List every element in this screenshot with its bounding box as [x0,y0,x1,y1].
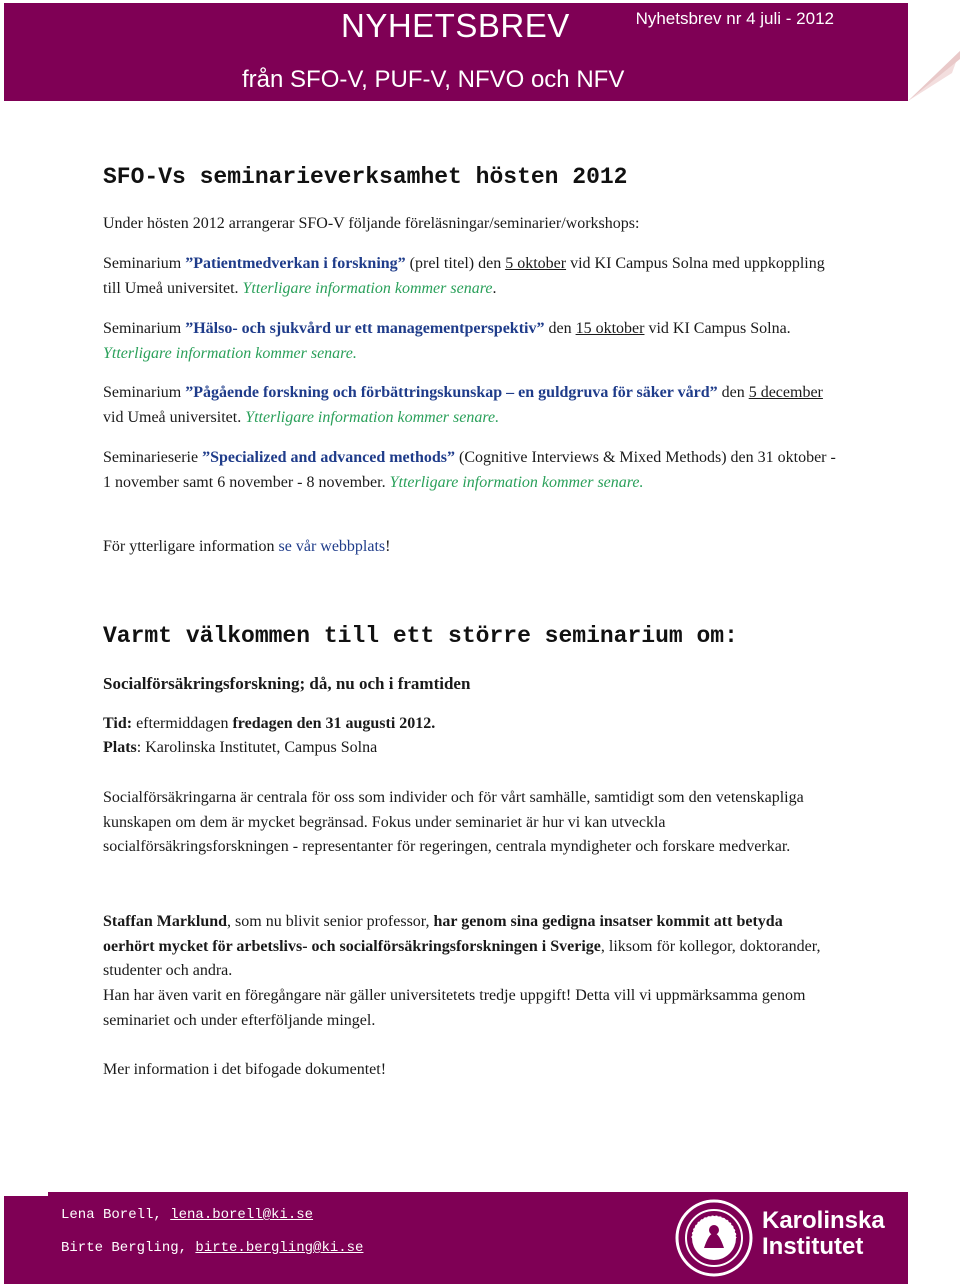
seminar-item-2 [103,317,838,366]
seminar-date: 15 oktober [575,320,645,337]
item-prefix: Seminarium [103,255,186,272]
issue-label: Nyhetsbrev nr 4 juli - 2012 [635,9,834,28]
seminar-item-3 [103,381,838,430]
logo-line-1: Karolinska [762,1207,885,1234]
contact-line-2 [61,1240,363,1256]
newsletter-title: NYHETSBREV [341,7,570,44]
seminar-item-1 [103,252,838,301]
contact-name: Birte Bergling, [61,1240,196,1256]
newsletter-subtitle: från SFO-V, PUF-V, NFVO och NFV [242,66,625,93]
seminar-place [103,736,838,761]
newsletter-footer [4,1192,908,1284]
honoree-name: Staffan Marklund [103,913,228,930]
seminar-subtitle: Socialförsäkringsforskning; då, nu och i framtiden [103,674,471,693]
website-end: ! [385,538,391,555]
item-text: den [544,320,576,337]
contact-email-link[interactable]: birte.bergling@ki.se [195,1240,364,1256]
seminar-title: ”Specialized and advanced methods” [202,449,455,466]
item-text: vid Umeå universitet. [103,408,246,426]
contact-name: Lena Borell, [61,1207,171,1223]
section-heading-welcome: Varmt välkommen till ett större seminarium om: [103,623,738,649]
more-info-note: Ytterligare information kommer senare. [389,473,644,491]
seminar-item-4 [103,446,838,495]
item-text: (Cognitive Interviews & Mixed Methods) den 31 oktober - 1 november samt 6 november - 8 november. [103,449,836,491]
website-prefix: För ytterligare information [103,538,279,555]
tribute-highlight: har genom sina gedigna insatser kommit att betyda oerhört mycket för arbetslivs- och socialförsäkringsforskningen i Sverige [103,913,783,955]
item-prefix: Seminarium [103,320,186,337]
footer-notch [4,1192,48,1196]
more-info-note: Ytterligare information kommer senare. [245,408,500,426]
tribute-paragraph [103,910,838,984]
seminar-date: 5 oktober [505,255,567,272]
website-link[interactable]: se vår webbplats [278,538,386,555]
karolinska-seal-icon [674,1198,754,1278]
item-text: (prel titel) den [405,255,506,272]
logo-line-2: Institutet [762,1233,864,1260]
tribute-text: , som nu blivit senior professor, [227,913,434,930]
time-label: Tid: [103,715,133,732]
tribute-text: , liksom för kollegor, doktorander, studenter och andra. [103,937,821,979]
item-text: vid KI Campus Solna med uppkoppling till Umeå universitet. [103,255,825,297]
pioneer-paragraph: Han har även varit en föregångare när gäller universitetets tredje uppgift! Detta vill vi uppmärksamma genom seminariet och under efterföljande mingel. [103,987,806,1029]
time-text: eftermiddagen [132,715,233,732]
more-info-note: Ytterligare information kommer senare. [103,344,357,362]
time-date: fredagen den 31 augusti 2012. [232,715,436,732]
more-info-note: Ytterligare information kommer senare [242,279,493,297]
seminar-title: ”Pågående forskning och förbättringskunskap – en guldgruva för säker vård” [185,384,718,401]
contact-line-1 [61,1207,313,1223]
karolinska-logo-text [762,1208,885,1260]
seminar-title: ”Hälso- och sjukvård ur ett managementperspektiv” [185,320,545,337]
contact-email-link[interactable]: lena.borell@ki.se [170,1207,314,1223]
seminar-date: 5 december [748,384,823,401]
place-label: Plats [103,739,137,756]
place-text: : Karolinska Institutet, Campus Solna [136,739,378,756]
description-paragraph: Socialförsäkringarna är centrala för oss som individer och för vårt samhälle, samtidigt som den vetenskapliga kunskapen om dem är mycket begränsad. Fokus under seminariet är hur vi kan utveckla socialförsäkringsforskningen - representanter för regeringen, centrala myndigheter och forskare medverkar. [103,789,804,855]
item-prefix: Seminarieserie [103,449,203,466]
item-text: den [717,384,749,401]
seminar-time [103,712,838,737]
item-prefix: Seminarium [103,384,186,401]
item-text: vid KI Campus Solna. [644,320,791,337]
intro-text: Under hösten 2012 arrangerar SFO-V följande föreläsningar/seminarier/workshops: [103,215,640,232]
page-curl-decoration [908,3,960,101]
seminar-title: ”Patientmedverkan i forskning” [185,255,406,272]
website-info [103,535,838,560]
section-heading-seminars: SFO-Vs seminarieverksamhet hösten 2012 [103,164,628,190]
item-text: . [492,279,497,297]
newsletter-header [4,3,908,101]
more-info-paragraph: Mer information i det bifogade dokumentet! [103,1061,387,1078]
